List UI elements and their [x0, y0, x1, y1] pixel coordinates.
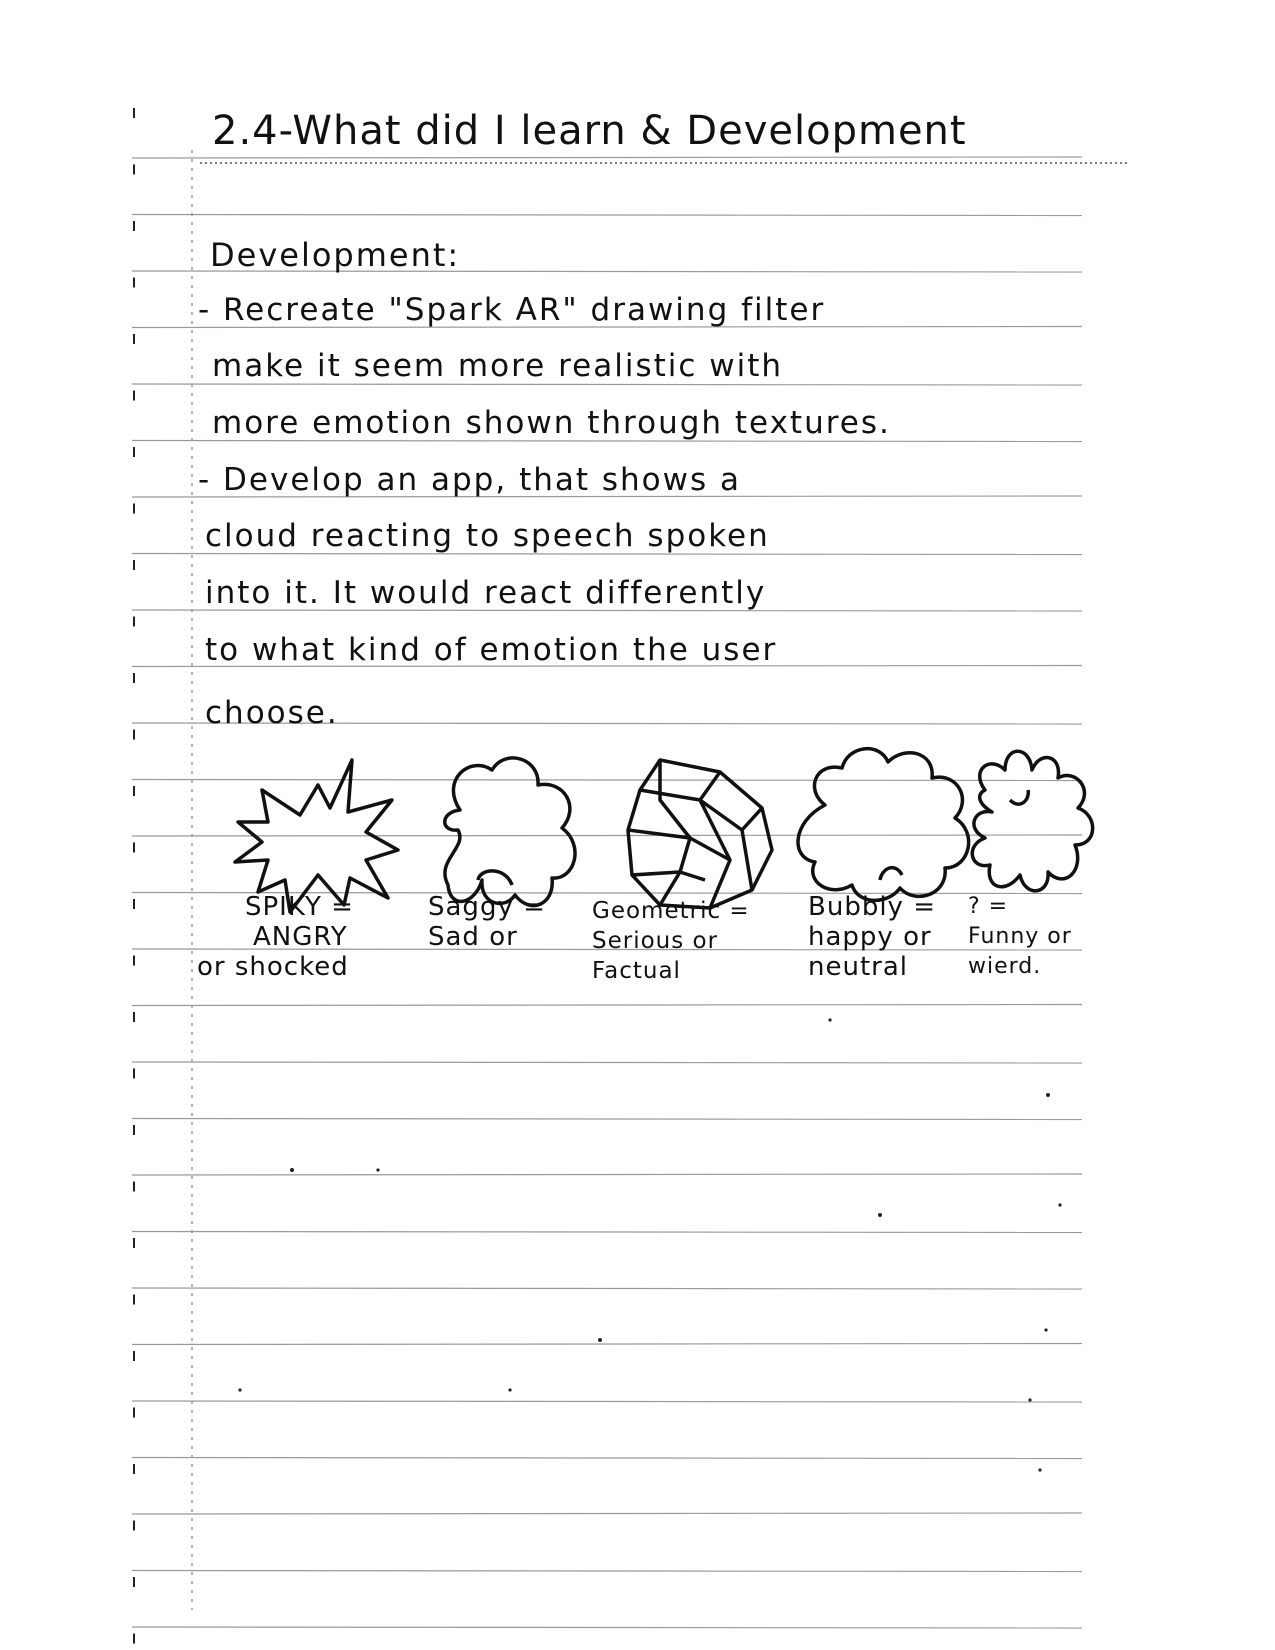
rule-line [132, 1288, 1082, 1289]
saggy-label: Saggy = Sad or [428, 892, 546, 952]
development-heading: Development: [210, 236, 461, 274]
rule-line [132, 835, 1082, 836]
rule-line [132, 1571, 1082, 1572]
rule-line [132, 1232, 1082, 1233]
text-line: to what kind of emotion the user [205, 632, 778, 668]
text-line: - Develop an app, that shows a [198, 462, 741, 498]
bubbly-label: Bubbly = happy or neutral [808, 892, 936, 982]
rule-line [132, 1005, 1082, 1006]
text-line: choose. [205, 695, 339, 731]
question-label: ? = Funny or wierd. [968, 894, 1072, 979]
spiky-label: SPIKY = ANGRY or shocked [197, 892, 354, 982]
rule-line [132, 1119, 1082, 1120]
rule-line [132, 157, 1082, 158]
geometric-label: Geometric = Serious or Factual [592, 898, 750, 984]
rule-line [132, 1062, 1082, 1063]
rule-line [132, 384, 1082, 385]
rule-line [132, 1174, 1082, 1175]
text-line: make it seem more realistic with [212, 348, 784, 384]
rule-line [132, 780, 1082, 781]
rule-line [132, 1458, 1082, 1459]
text-line: into it. It would react differently [205, 575, 767, 611]
rule-line [132, 1401, 1082, 1402]
text-line: cloud reacting to speech spoken [205, 518, 770, 554]
page-title: 2.4-What did I learn & Development [212, 108, 967, 154]
squiggly-cloud-icon [972, 751, 1092, 891]
text-line: - Recreate "Spark AR" drawing filter [198, 292, 826, 328]
bubbly-cloud-icon [798, 749, 969, 901]
text-line: more emotion shown through textures. [212, 405, 891, 441]
rule-line [132, 215, 1082, 216]
rule-line [132, 1627, 1082, 1628]
geometric-cloud-icon [628, 760, 772, 908]
paper-specks [238, 1018, 1061, 1471]
rule-line [132, 1344, 1082, 1345]
rule-line [132, 1513, 1082, 1514]
